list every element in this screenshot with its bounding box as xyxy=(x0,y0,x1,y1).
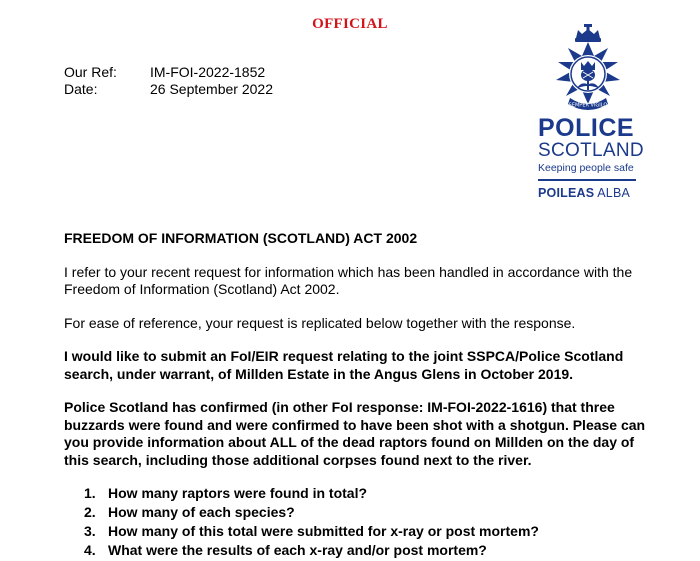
letter-body xyxy=(64,230,654,561)
reference-block xyxy=(64,64,273,98)
logo-divider xyxy=(538,179,636,181)
list-item xyxy=(64,485,654,503)
logo-police: POLICE xyxy=(538,114,635,142)
question-number: 4. xyxy=(84,542,96,558)
our-ref-label: Our Ref: xyxy=(64,64,117,80)
date-row xyxy=(64,81,273,98)
request-paragraph-1: I would like to submit an FoI/EIR request relating to the joint SSPCA/Police Scotland search, under warrant, of Millden Estate in the Angus Glens in October 2019. xyxy=(64,348,624,382)
our-ref-value: IM-FOI-2022-1852 xyxy=(150,64,266,80)
logo-gaelic-bold: POILEAS xyxy=(538,186,595,200)
logo-scotland: SCOTLAND xyxy=(538,140,644,161)
list-item xyxy=(64,542,654,560)
question-number: 2. xyxy=(84,504,96,520)
date-value: 26 September 2022 xyxy=(150,81,273,97)
question-number: 3. xyxy=(84,523,96,539)
questions-list xyxy=(64,485,654,560)
logo-gaelic-rest: ALBA xyxy=(594,186,631,200)
question-text: How many raptors were found in total? xyxy=(108,485,368,501)
question-text: How many of this total were submitted for x-ray or post mortem? xyxy=(108,523,539,539)
list-item xyxy=(64,523,654,541)
our-ref-row xyxy=(64,64,273,81)
list-item xyxy=(64,504,654,522)
logo-gaelic xyxy=(536,186,646,200)
crest-motto: SEMPER VIGILO xyxy=(568,102,608,109)
question-number: 1. xyxy=(84,485,96,501)
question-text: What were the results of each x-ray and/or post mortem? xyxy=(108,542,487,558)
reference-paragraph: For ease of reference, your request is replicated below together with the response. xyxy=(64,314,576,331)
date-label: Date: xyxy=(64,81,98,97)
police-crest-icon xyxy=(540,24,636,110)
police-scotland-logo xyxy=(536,24,646,200)
logo-tagline: Keeping people safe xyxy=(538,162,634,174)
classification-marking: OFFICIAL xyxy=(312,16,388,32)
question-text: How many of each species? xyxy=(108,504,295,520)
page-title: FREEDOM OF INFORMATION (SCOTLAND) ACT 2002 xyxy=(64,230,418,246)
intro-paragraph: I refer to your recent request for information which has been handled in accordance with the Freedom of Information (Scotland) Act 2002. xyxy=(64,263,633,297)
request-paragraph-2: Police Scotland has confirmed (in other FoI response: IM-FOI-2022-1616) that three buzzards were found and were confirmed to have been shot with a shotgun. Please can you provide information about ALL of the dead raptors found on Millden on the day of this search, including those additional corpses found next to the river. xyxy=(64,399,646,468)
